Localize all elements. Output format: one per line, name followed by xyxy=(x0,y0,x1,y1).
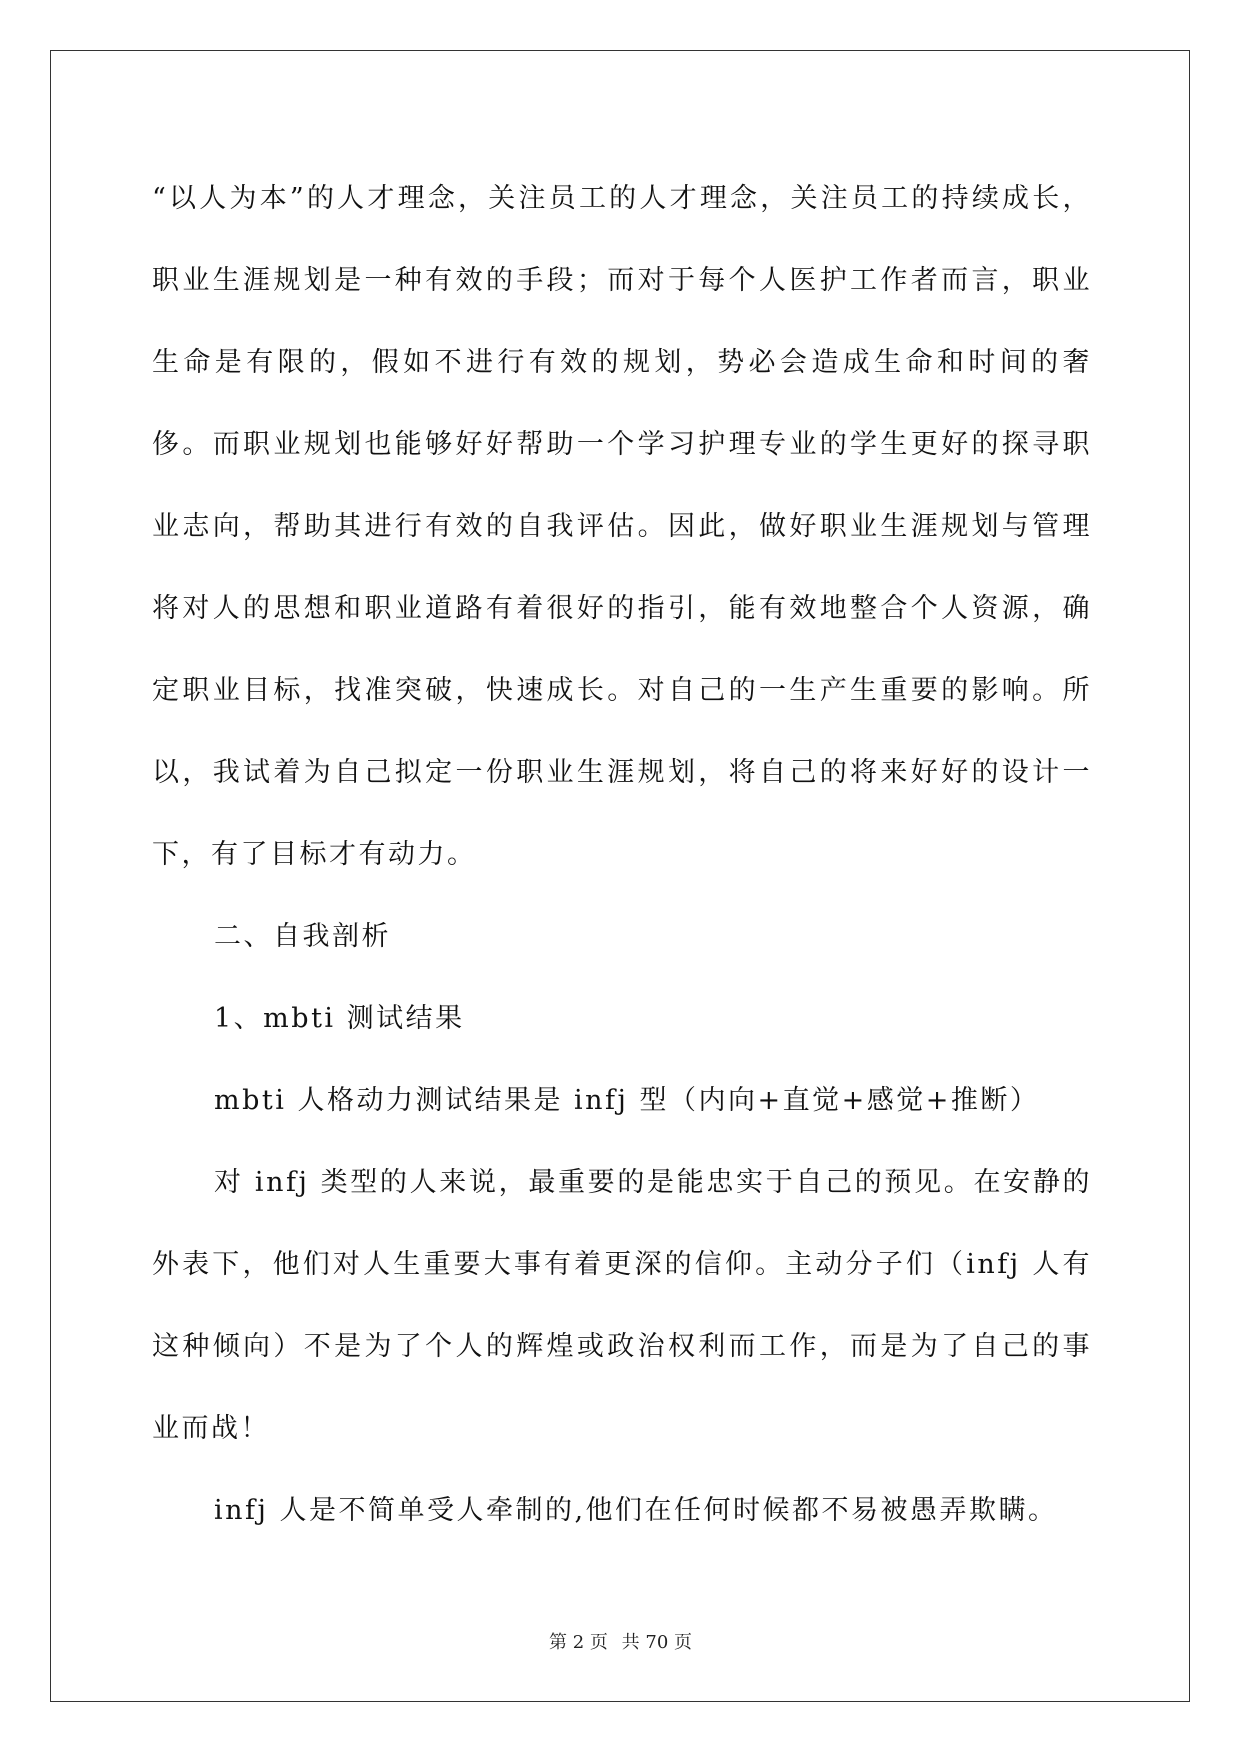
paragraph: “以人为本”的人才理念，关注员工的人才理念，关注员工的持续成长，职业生涯规划是一种有效的手段；而对于每个人医护工作者而言，职业生命是有限的，假如不进行有效的规划，势必会造成生命和时间的奢侈。而职业规划也能够好好帮助一个学习护理专业的学生更好的探寻职业志向，帮助其进行有效的自我评估。因此，做好职业生涯规划与管理将对人的思想和职业道路有着很好的指引，能有效地整合个人资源，确定职业目标，找准突破，快速成长。对自己的一生产生重要的影响。所以，我试着为自己拟定一份职业生涯规划，将自己的将来好好的设计一下，有了目标才有动力。 xyxy=(152,183,1092,870)
paragraph: infj 人是不简单受人牵制的,他们在任何时候都不易被愚弄欺瞒。 xyxy=(214,1495,1058,1526)
page-number: 第 2 页 xyxy=(549,1632,608,1653)
paragraph: mbti 人格动力测试结果是 infj 型（内向+直觉+感觉+推断） xyxy=(214,1085,1040,1116)
document-body xyxy=(152,158,1092,1552)
page-footer xyxy=(0,1628,1241,1654)
page-total: 共 70 页 xyxy=(621,1632,692,1653)
section-heading: 二、自我剖析 xyxy=(214,921,391,952)
paragraph: 对 infj 类型的人来说，最重要的是能忠实于自己的预见。在安静的外表下，他们对人生重要大事有着更深的信仰。主动分子们（infj 人有这种倾向）不是为了个人的辉煌或政治权利而工作，而是为了自己的事业而战！ xyxy=(152,1167,1092,1444)
subsection-heading: 1、mbti 测试结果 xyxy=(214,1003,465,1034)
